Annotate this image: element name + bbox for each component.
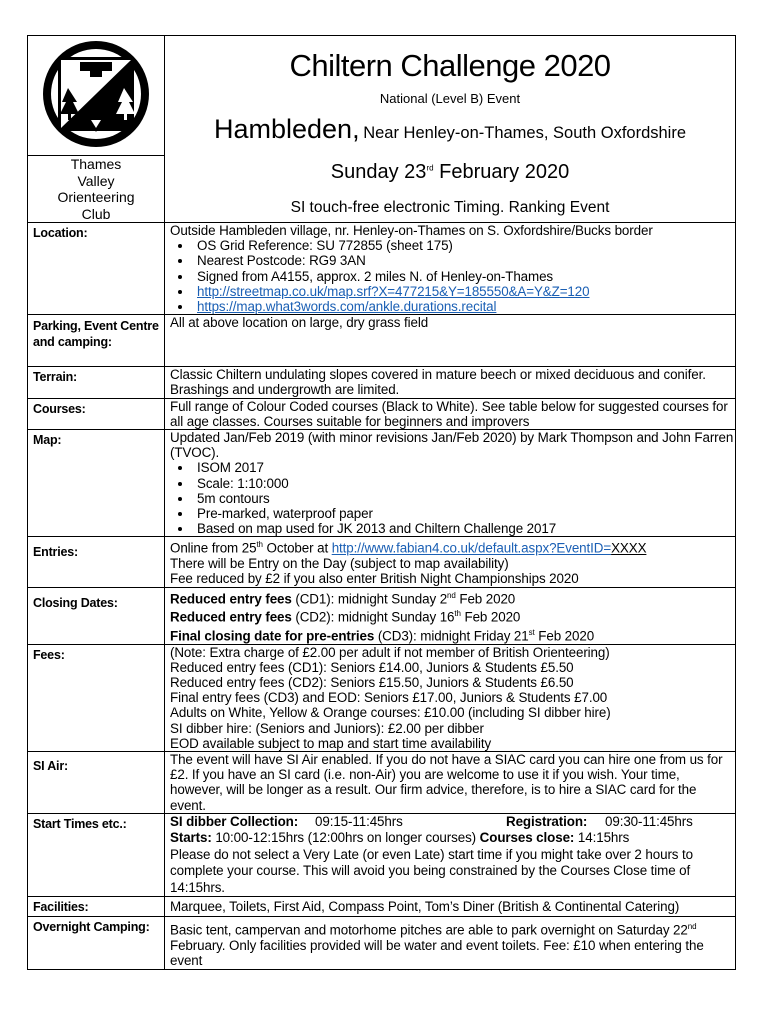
what3words-link[interactable]: https://map.what3words.com/ankle.durations.recital xyxy=(197,299,497,315)
tvoc-logo xyxy=(28,36,164,150)
siair-value: The event will have SI Air enabled. If you do not have a SIAC card you can hire one from us for £2. If you have an SI card (i.e. non-Air) you are welcome to use it if you wish. Your time, however, will be longer as a result. Our firm advice, therefore, is to hire a SIAC card for the event. xyxy=(165,751,736,813)
parking-label: Parking, Event Centre and camping: xyxy=(28,315,165,367)
closing-value: Reduced entry fees (CD1): midnight Sunday 2nd Feb 2020 Reduced entry fees (CD2): midnight Sunday 16th Feb 2020 Final closing date for pre-entries (CD3): midnight Friday 21st Feb 2020 xyxy=(165,587,736,644)
facilities-label: Facilities: xyxy=(28,897,165,917)
event-title: Chiltern Challenge 2020 xyxy=(289,48,611,83)
siair-label: SI Air: xyxy=(28,751,165,813)
timing-note: SI touch-free electronic Timing. Ranking Event xyxy=(290,199,610,216)
fees-value: (Note: Extra charge of £2.00 per adult if not member of British Orienteering) Reduced entry fees (CD1): Seniors £14.00, Juniors & Students £5.50 Reduced entry fees (CD2): Seniors £15.50, Juniors & Students £6.50 Final entry fees (CD3) and EOD: Seniors £17.00, Juniors & Students £7.00 Adults on White, Yellow & Orange courses: £10.00 (including SI dibber hire) SI dibber hire: (Seniors and Juniors): £2.00 per dibber EOD available subject to map and start time availability xyxy=(165,644,736,751)
location-value: Outside Hambleden village, nr. Henley-on-Thames on S. Oxfordshire/Bucks border • OS Grid Reference: SU 772855 (sheet 175) • Nearest Postcode: RG9 3AN • Signed from A4155, approx. 2 miles N. of Henley-on-Thames • http://streetmap.co.uk/map.srf?X=477215&Y=185550&A=Y&Z=120 • https://map.what3words.com/ankle.durations.recital xyxy=(165,223,736,315)
venue: Hambleden, xyxy=(213,114,360,144)
start-value: SI dibber Collection: 09:15-11:45hrs Registration: 09:30-11:45hrs Starts: 10:00-12:15hrs (12:00hrs on longer courses) Courses close: 14:15hrs Please do not select a Very Late (or even Late) start time if you might take over 2 hours to complete your course. This will avoid you being constrained by the Courses Close time of 14:15hrs. xyxy=(165,813,736,897)
entry-link[interactable]: http://www.fabian4.co.uk/default.aspx?EventID= xyxy=(331,540,612,556)
camping-value: Basic tent, campervan and motorhome pitches are able to park overnight on Saturday 22nd February. Only facilities provided will be water and event toilets. Fee: £10 when entering the event xyxy=(165,917,736,969)
facilities-value: Marquee, Toilets, First Aid, Compass Point, Tom’s Diner (British & Continental Catering) xyxy=(165,897,736,917)
camping-label: Overnight Camping: xyxy=(28,917,165,969)
entries-label: Entries: xyxy=(28,537,165,587)
streetmap-link[interactable]: http://streetmap.co.uk/map.srf?X=477215&Y=185550&A=Y&Z=120 xyxy=(197,283,590,299)
location-label: Location: xyxy=(28,223,165,315)
club-name: Thames Valley Orienteering Club xyxy=(28,156,165,223)
parking-value: All at above location on large, dry grass field xyxy=(165,315,736,367)
event-date: Sunday 23rd February 2020 xyxy=(330,161,570,183)
header-cell xyxy=(165,36,736,223)
venue-line xyxy=(165,114,735,145)
event-level: National (Level B) Event xyxy=(379,91,521,106)
courses-value: Full range of Colour Coded courses (Black to White). See table below for suggested courses for all age classes. Courses suitable for beginners and improvers xyxy=(165,398,736,429)
event-flyer xyxy=(27,35,735,970)
closing-label: Closing Dates: xyxy=(28,587,165,644)
event-table xyxy=(27,35,736,970)
logo-cell xyxy=(28,36,165,156)
fees-label: Fees: xyxy=(28,644,165,751)
map-label: Map: xyxy=(28,430,165,537)
start-label: Start Times etc.: xyxy=(28,813,165,897)
entries-value: Online from 25th October at http://www.fabian4.co.uk/default.aspx?EventID=XXXX There will be Entry on the Day (subject to map availability) Fee reduced by £2 if you also enter British Night Championships 2020 xyxy=(165,537,736,587)
venue-detail: Near Henley-on-Thames, South Oxfordshire xyxy=(363,124,687,142)
courses-label: Courses: xyxy=(28,398,165,429)
terrain-label: Terrain: xyxy=(28,367,165,398)
map-value: Updated Jan/Feb 2019 (with minor revisions Jan/Feb 2020) by Mark Thompson and John Farren (TVOC). • ISOM 2017 • Scale: 1:10:000 • 5m contours • Pre-marked, waterproof paper • Based on map used for JK 2013 and Chiltern Challenge 2017 xyxy=(165,430,736,537)
terrain-value: Classic Chiltern undulating slopes covered in mature beech or mixed deciduous and conifer. Brashings and undergrowth are limited. xyxy=(165,367,736,398)
